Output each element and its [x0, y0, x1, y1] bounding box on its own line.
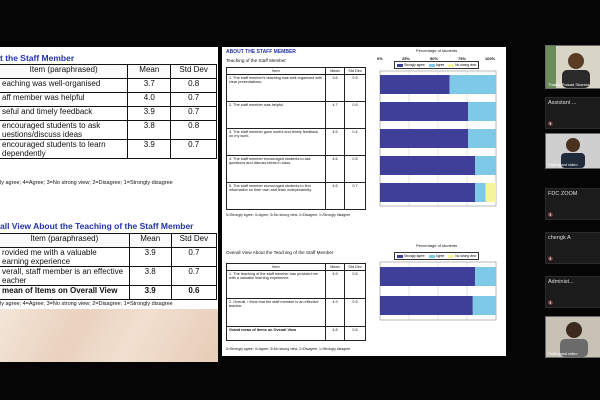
- table-header-row: [0, 234, 217, 248]
- scale-note: ly agree; 4=Agree; 3=No strong view; 2=Disagree; 1=Strongly disagree: [0, 180, 173, 186]
- header-item: Item: [227, 264, 326, 271]
- slide-right-subtitle: Teaching of the Staff Member: [226, 58, 286, 63]
- x-tick-label: 25%: [402, 56, 411, 61]
- header-stddev: Std Dev: [345, 264, 366, 271]
- row-item: 2. Overall, I think that the staff member is an effective teacher.: [227, 299, 326, 327]
- participant-caption: Participant video: [548, 351, 578, 356]
- participant-tile[interactable]: [545, 276, 600, 308]
- participant-video-tile[interactable]: [545, 316, 600, 358]
- row-item: verall, staff member is an effective eacher: [0, 267, 129, 286]
- bar-segment-agree: [450, 75, 496, 94]
- slide-left-title: t the Staff Member: [0, 53, 75, 63]
- row-mean: 3.9: [128, 140, 171, 159]
- row-item: aff member was helpful: [0, 93, 128, 107]
- legend-item: Strongly agree: [397, 254, 425, 258]
- stacked-bar-chart-1: [374, 47, 502, 217]
- table-row: [0, 93, 217, 107]
- row-stddev: 0.7: [171, 93, 217, 107]
- participant-video-tile[interactable]: [545, 45, 600, 89]
- row-stddev: 0.5: [345, 271, 366, 299]
- row-mean: 4.9: [326, 271, 345, 299]
- legend-item: No strong view: [448, 63, 476, 67]
- table-row: [227, 102, 366, 129]
- participant-caption: Participant video: [548, 162, 578, 167]
- table-header-row: [227, 68, 366, 75]
- row-item: 1. The staff member's teaching was well-organised with clear presentations.: [227, 75, 326, 102]
- header-mean: Mean: [326, 264, 345, 271]
- table-row-grand-mean: [0, 286, 217, 300]
- shared-slide-left: [0, 47, 218, 362]
- slide-left-title-2: all View About the Teaching of the Staff Member: [0, 221, 194, 231]
- row-item: rovided me with a valuable earning experience: [0, 248, 129, 267]
- stacked-bar-chart-2: [374, 242, 502, 342]
- participant-tile[interactable]: [545, 232, 600, 264]
- table-header-row: [227, 264, 366, 271]
- header-item: Item (paraphrased): [0, 65, 128, 79]
- bar-segment-agree: [473, 296, 496, 315]
- row-stddev: 0.7: [171, 248, 216, 267]
- row-item: 2. The staff member was helpful.: [227, 102, 326, 129]
- legend-item: Strongly agree: [397, 63, 425, 67]
- slide-right-table-2: [226, 263, 366, 341]
- row-mean: 4.6: [326, 129, 345, 156]
- row-item: 5. The staff member encouraged students to find information on their own and learn independently.: [227, 183, 326, 210]
- legend-item: Agree: [429, 63, 445, 67]
- bar-segment-agree: [475, 156, 496, 175]
- row-stddev: 0.5: [345, 102, 366, 129]
- mic-muted-icon: 🔇: [548, 212, 553, 217]
- row-mean: 4.0: [128, 93, 171, 107]
- row-item: Grand mean of items on Overall View: [227, 327, 326, 341]
- shared-slide-right: [222, 47, 506, 356]
- participant-tile[interactable]: [545, 97, 600, 129]
- participant-name: FDC ZOOM: [548, 191, 578, 197]
- table-header-row: [0, 65, 217, 79]
- table-row: [227, 129, 366, 156]
- table-row: [227, 75, 366, 102]
- x-tick-label: 75%: [458, 56, 467, 61]
- row-item: 3. The staff member gave useful and timely feedback on my work.: [227, 129, 326, 156]
- row-item: eaching was well-organised: [0, 79, 128, 93]
- header-mean: Mean: [128, 65, 171, 79]
- row-mean: 3.6: [326, 75, 345, 102]
- row-mean: 4.6: [326, 183, 345, 210]
- row-mean: 4.7: [326, 102, 345, 129]
- table-row: [0, 121, 217, 140]
- header-stddev: Std Dev: [345, 68, 366, 75]
- row-item: encouraged students to ask uestions/discuss ideas: [0, 121, 128, 140]
- scale-note-2: ly agree; 4=Agree; 3=No strong view; 2=Disagree; 1=Strongly disagree: [0, 301, 173, 307]
- row-mean: 3.7: [128, 79, 171, 93]
- header-mean: Mean: [326, 68, 345, 75]
- row-mean: 3.9: [129, 286, 171, 300]
- participant-video-tile[interactable]: [545, 133, 600, 169]
- table-row: [0, 107, 217, 121]
- row-mean: 4.6: [326, 156, 345, 183]
- row-stddev: 0.6: [171, 286, 216, 300]
- bar-segment-strongly-agree: [380, 75, 450, 94]
- bar-segment-strongly-agree: [380, 296, 473, 315]
- participants-panel: [541, 40, 600, 400]
- table-row: [227, 299, 366, 327]
- x-tick-label: 100%: [485, 56, 496, 61]
- table-row: [227, 156, 366, 183]
- bar-segment-no-strong-view: [486, 183, 496, 202]
- chart-plot-area: [374, 67, 502, 217]
- slide-left-table-2: [0, 233, 217, 300]
- slide-left-table: [0, 64, 217, 159]
- bar-segment-strongly-agree: [380, 183, 475, 202]
- row-stddev: 0.5: [345, 299, 366, 327]
- row-stddev: 0.5: [345, 75, 366, 102]
- mic-muted-icon: 🔇: [548, 256, 553, 261]
- table-row: [0, 79, 217, 93]
- bar-segment-agree: [468, 129, 496, 148]
- table-row: [227, 271, 366, 299]
- row-item: 4. The staff member encouraged students to ask questions and discuss ideas in class.: [227, 156, 326, 183]
- mic-muted-icon: 🔇: [548, 121, 553, 126]
- header-mean: Mean: [129, 234, 171, 248]
- slide-right-title: ABOUT THE STAFF MEMBER: [226, 49, 296, 55]
- row-stddev: 0.5: [345, 156, 366, 183]
- bar-segment-strongly-agree: [380, 267, 475, 286]
- participant-tile[interactable]: [545, 188, 600, 220]
- row-item: mean of Items on Overall View: [0, 286, 129, 300]
- row-mean: 3.9: [128, 107, 171, 121]
- header-stddev: Std Dev: [171, 65, 217, 79]
- row-item: encouraged students to learn dependently: [0, 140, 128, 159]
- bar-segment-agree: [475, 183, 485, 202]
- slide-right-subtitle-2: Overall View About the Teaching of the Staff Member: [226, 250, 334, 255]
- row-stddev: 0.7: [345, 183, 366, 210]
- row-stddev: 0.7: [171, 107, 217, 121]
- bar-segment-strongly-agree: [380, 156, 475, 175]
- mic-muted-icon: 🔇: [548, 300, 553, 305]
- participant-name: Administ...: [548, 279, 574, 285]
- legend-item: Agree: [429, 254, 445, 258]
- row-stddev: 0.8: [171, 79, 217, 93]
- row-stddev: 0.7: [171, 140, 217, 159]
- slide-right-table: [226, 67, 366, 210]
- table-row: [227, 183, 366, 210]
- row-mean: 4.9: [326, 299, 345, 327]
- table-row-grand-mean: [227, 327, 366, 341]
- participant-caption: Thakur Prasad Sharma: [548, 82, 590, 87]
- row-item: seful and timely feedback: [0, 107, 128, 121]
- scale-note-right: 5=Strongly agree; 4=Agree; 3=No strong view; 2=Disagree; 1=Strongly disagree: [226, 213, 351, 217]
- row-stddev: 0.7: [171, 267, 216, 286]
- table-row: [0, 267, 217, 286]
- participant-name: Assistant ...: [548, 100, 577, 106]
- row-item: 1. The teaching of the staff member has provided me with a valuable learning experience.: [227, 271, 326, 299]
- bar-segment-strongly-agree: [380, 129, 468, 148]
- bar-segment-strongly-agree: [380, 102, 468, 121]
- bar-segment-agree: [475, 267, 496, 286]
- x-tick-label: 50%: [430, 56, 439, 61]
- table-row: [0, 140, 217, 159]
- header-item: Item: [227, 68, 326, 75]
- row-mean: 3.8: [128, 121, 171, 140]
- bar-segment-agree: [468, 102, 496, 121]
- x-tick-label: 0%: [377, 56, 383, 61]
- floor-background: [0, 309, 218, 362]
- row-stddev: 0.5: [345, 327, 366, 341]
- scale-note-right-2: 5=Strongly agree; 4=Agree; 3=No strong view; 2=Disagree; 1=Strongly disagree: [226, 347, 351, 351]
- chart-title: Percentage of students: [416, 48, 458, 53]
- row-stddev: 0.4: [345, 129, 366, 156]
- legend-item: No strong view: [448, 254, 476, 258]
- row-stddev: 0.8: [171, 121, 217, 140]
- header-item: Item (paraphrased): [0, 234, 129, 248]
- chart-title: Percentage of students: [416, 243, 458, 248]
- participant-name: chengk A: [548, 235, 571, 241]
- table-row: [0, 248, 217, 267]
- row-mean: 3.9: [129, 248, 171, 267]
- row-mean: 3.8: [129, 267, 171, 286]
- header-stddev: Std Dev: [171, 234, 216, 248]
- row-mean: 4.8: [326, 327, 345, 341]
- chart-plot-area: [374, 256, 502, 346]
